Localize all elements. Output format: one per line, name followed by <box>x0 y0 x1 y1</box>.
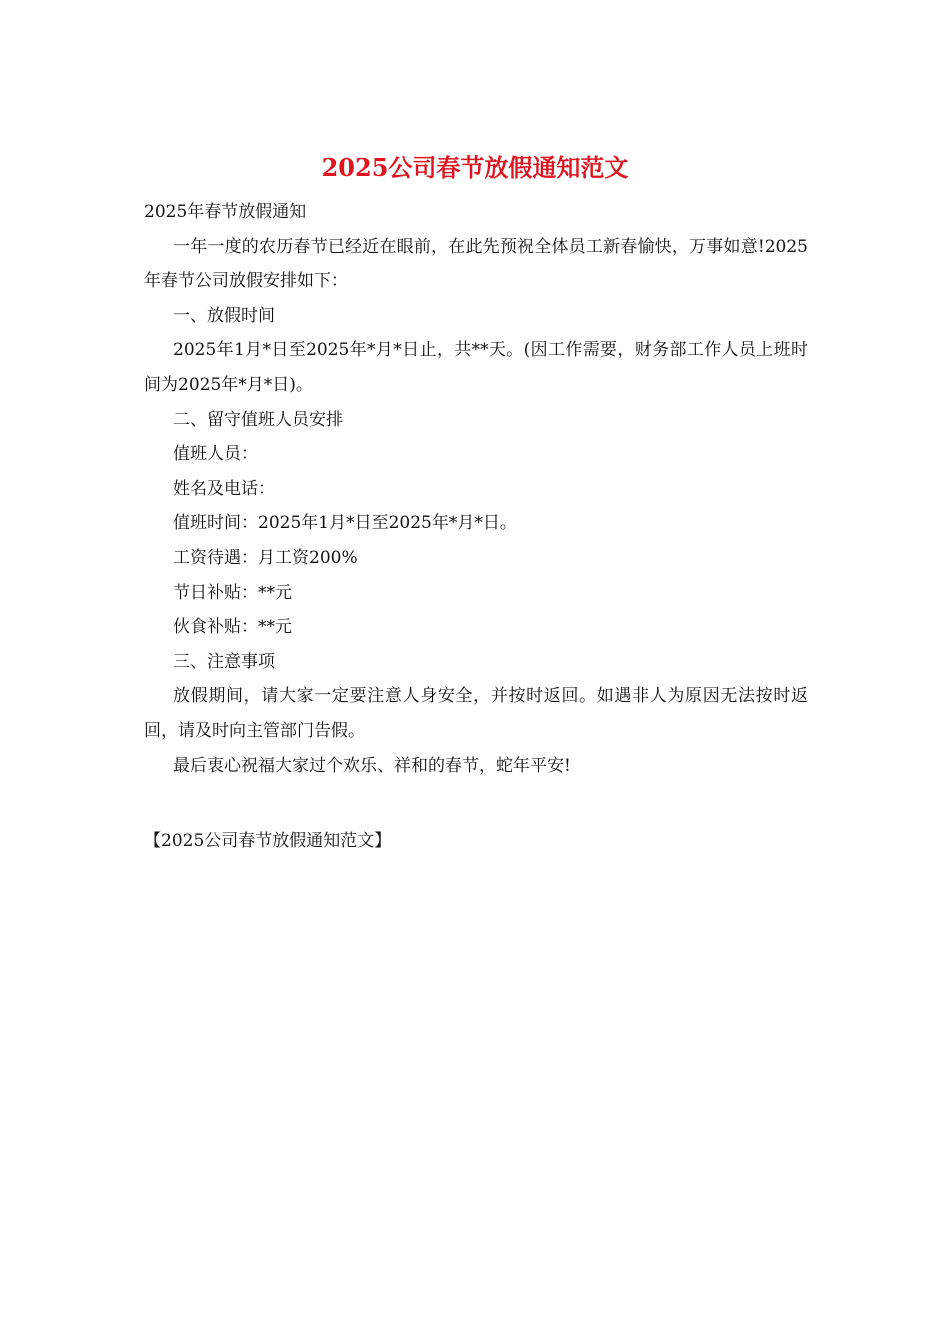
document-title: 2025公司春节放假通知范文 <box>321 153 629 182</box>
name-phone-line: 姓名及电话： <box>173 478 275 499</box>
section-heading-holiday-time: 一、放假时间 <box>173 305 275 326</box>
notice-heading: 2025年春节放假通知 <box>144 202 307 222</box>
paragraph-holiday-time: 2025年1月*日至2025年*月*日止，共**天。(因工作需要，财务部工作人员上班时间为2025年*月*日)。 <box>144 340 808 395</box>
duty-time-line: 值班时间：2025年1月*日至2025年*月*日。 <box>173 513 517 534</box>
section-heading-notes: 三、注意事项 <box>173 651 275 672</box>
salary-line: 工资待遇：月工资200% <box>173 547 358 568</box>
meal-allowance-line: 伙食补贴：**元 <box>173 617 292 638</box>
document-footer: 【2025公司春节放假通知范文】 <box>144 831 392 851</box>
duty-staff-line: 值班人员： <box>173 444 258 465</box>
document-body <box>144 195 808 783</box>
holiday-allowance-line: 节日补贴：**元 <box>173 582 292 603</box>
paragraph-closing-wishes: 最后衷心祝福大家过个欢乐、祥和的春节，蛇年平安! <box>173 755 571 776</box>
section-heading-duty-arrangement: 二、留守值班人员安排 <box>173 409 343 430</box>
paragraph-intro: 一年一度的农历春节已经近在眼前，在此先预祝全体员工新春愉快，万事如意!2025年春节公司放假安排如下： <box>144 236 808 292</box>
paragraph-safety-notes: 放假期间，请大家一定要注意人身安全，并按时返回。如遇非人为原因无法按时返回，请及时向主管部门告假。 <box>144 686 808 741</box>
